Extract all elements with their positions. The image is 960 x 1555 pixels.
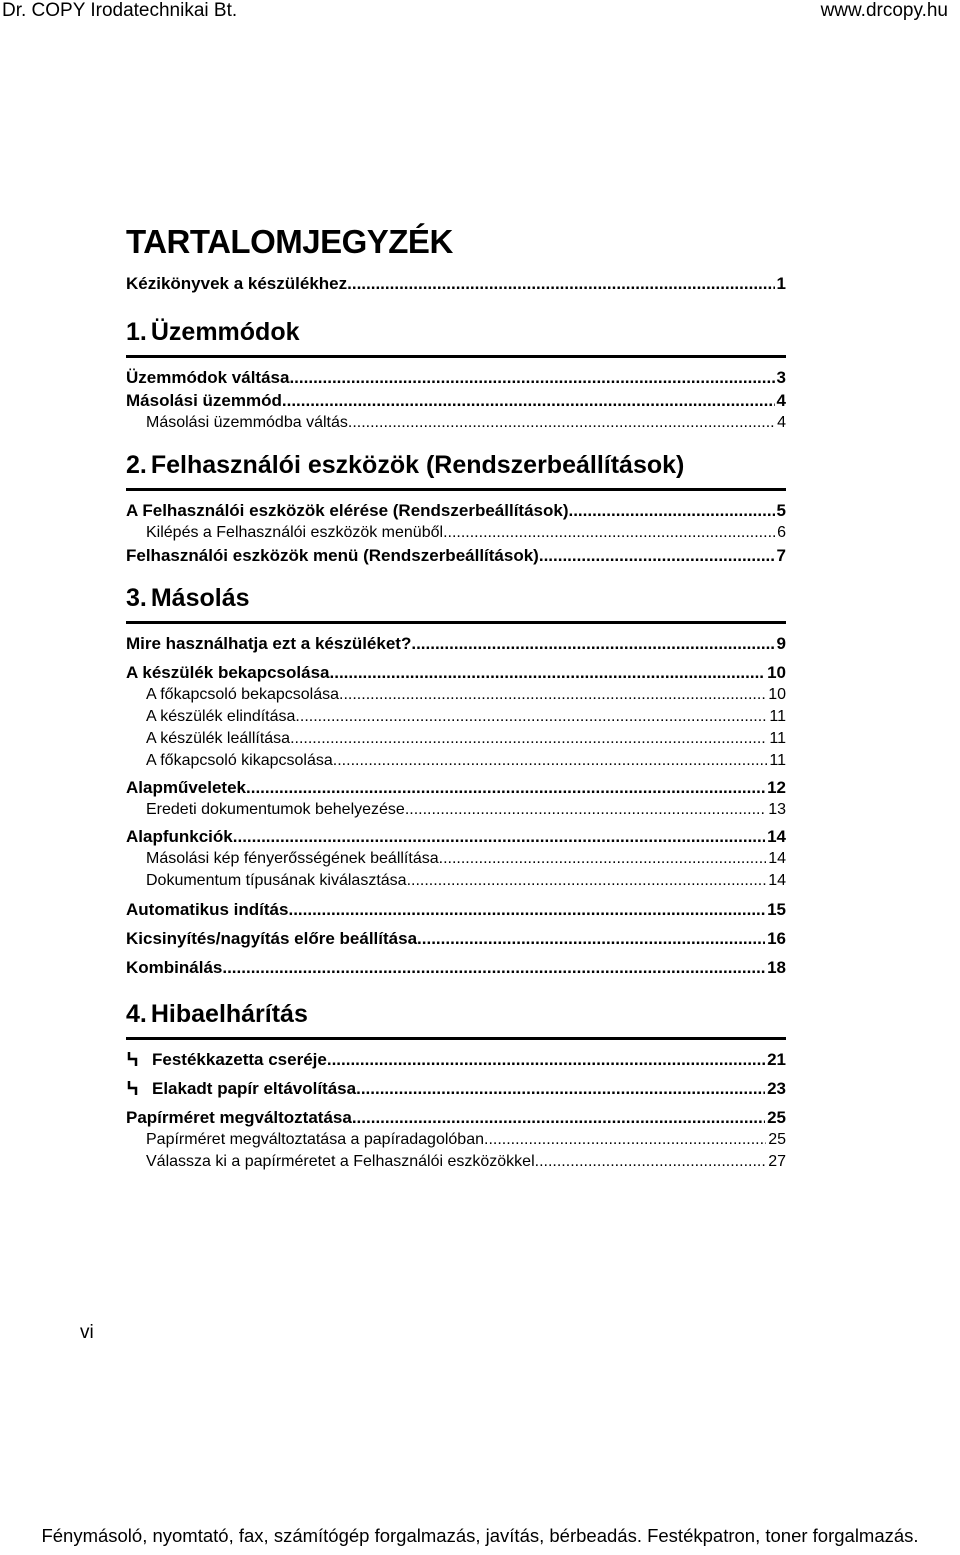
page-footer: Fénymásoló, nyomtató, fax, számítógép forgalmazás, javítás, bérbeadás. Festékpatron, toner forgalmazás. [41, 1525, 919, 1546]
chapter-heading: 2. Felhasználói eszközök (Rendszerbeállítások) [126, 448, 786, 491]
toc-entry[interactable]: Alapfunkciók ..... 14 [126, 825, 786, 848]
header-url[interactable]: www.drcopy.hu [820, 0, 948, 21]
toc-entry[interactable]: Kombinálás ..... 18 [126, 956, 786, 979]
chapter-heading: 3. Másolás [126, 581, 786, 624]
toc-entry[interactable]: Kilépés a Felhasználói eszközök menüből ..... 6 [126, 522, 786, 544]
warning-icon [126, 1050, 140, 1066]
toc-entry[interactable]: Festékkazetta cseréje ..... 21 [126, 1048, 786, 1071]
toc-entry[interactable]: Másolási üzemmód ..... 4 [126, 389, 786, 412]
toc-entry[interactable]: A főkapcsoló bekapcsolása ..... 10 [126, 684, 786, 706]
toc-entry[interactable]: Papírméret megváltoztatása a papíradagolóban ..... 25 [126, 1129, 786, 1151]
toc-entry[interactable]: Mire használhatja ezt a készüléket? ..... 9 [126, 632, 786, 655]
toc-entry[interactable]: A készülék bekapcsolása ..... 10 [126, 661, 786, 684]
toc-entry[interactable]: Automatikus indítás ..... 15 [126, 898, 786, 921]
table-of-contents [126, 220, 786, 1173]
toc-entry[interactable]: Dokumentum típusának kiválasztása ..... 14 [126, 870, 786, 892]
toc-entry[interactable]: Üzemmódok váltása ..... 3 [126, 366, 786, 389]
toc-entry[interactable]: Másolási üzemmódba váltás ..... 4 [126, 412, 786, 434]
page-header [0, 0, 960, 22]
toc-entry[interactable]: A készülék elindítása ..... 11 [126, 706, 786, 728]
toc-entry[interactable]: Papírméret megváltoztatása ..... 25 [126, 1106, 786, 1129]
header-company: Dr. COPY Irodatechnikai Bt. [2, 0, 238, 21]
toc-entry[interactable]: Kézikönyvek a készülékhez ..... 1 [126, 272, 786, 295]
toc-entry[interactable]: Kicsinyítés/nagyítás előre beállítása ..... 16 [126, 927, 786, 950]
chapter-heading: 4. Hibaelhárítás [126, 997, 786, 1040]
toc-entry[interactable]: Válassza ki a papírméretet a Felhasználói eszközökkel. ..... 27 [126, 1151, 786, 1173]
toc-entry[interactable]: Eredeti dokumentumok behelyezése ..... 13 [126, 799, 786, 821]
toc-entry[interactable]: A készülék leállítása ..... 11 [126, 728, 786, 750]
warning-icon [126, 1079, 140, 1095]
toc-entry[interactable]: Elakadt papír eltávolítása ..... 23 [126, 1077, 786, 1100]
chapter-heading: 1. Üzemmódok [126, 315, 786, 358]
toc-entry[interactable]: Felhasználói eszközök menü (Rendszerbeállítások) ..... 7 [126, 544, 786, 567]
toc-title: TARTALOMJEGYZÉK [126, 223, 453, 260]
toc-entry[interactable]: Alapműveletek ..... 12 [126, 776, 786, 799]
toc-entry[interactable]: A Felhasználói eszközök elérése (Rendszerbeállítások) ..... 5 [126, 499, 786, 522]
toc-entry[interactable]: Másolási kép fényerősségének beállítása ..... 14 [126, 848, 786, 870]
toc-entry[interactable]: A főkapcsoló kikapcsolása ..... 11 [126, 750, 786, 772]
page-number: vi [80, 1322, 94, 1343]
